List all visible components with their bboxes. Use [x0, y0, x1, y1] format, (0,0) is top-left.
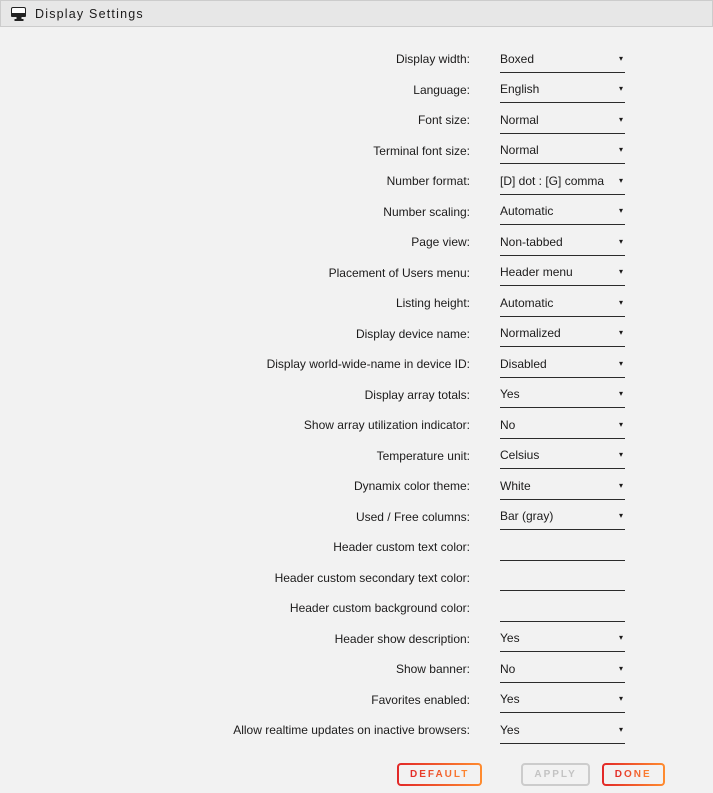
field-label: Dynamix color theme:	[353, 479, 470, 494]
form-row	[0, 78, 713, 109]
form-row	[0, 718, 713, 749]
select-value: Automatic	[500, 204, 554, 219]
select-dropdown[interactable]	[500, 326, 625, 347]
dropdown-arrow-icon: ▾	[618, 389, 623, 399]
dropdown-arrow-icon: ▾	[618, 633, 623, 643]
field-label: Display width:	[395, 52, 470, 67]
select-value: Non-tabbed	[500, 234, 563, 249]
form-row	[0, 169, 713, 200]
page-title: Display Settings	[35, 6, 144, 21]
field-label: Header custom background color:	[289, 601, 470, 616]
select-dropdown[interactable]	[500, 662, 625, 683]
select-value: Yes	[500, 722, 520, 737]
select-dropdown[interactable]	[500, 387, 625, 408]
select-value: Disabled	[500, 356, 547, 371]
apply-button-label: APPLY	[534, 768, 577, 780]
form-row	[0, 47, 713, 78]
select-dropdown[interactable]	[500, 296, 625, 317]
display-icon	[11, 6, 26, 21]
dropdown-arrow-icon: ▾	[618, 175, 623, 185]
field-label: Page view:	[411, 235, 470, 250]
field-label: Header show description:	[334, 631, 470, 646]
form-row	[0, 596, 713, 627]
text-input[interactable]	[500, 601, 625, 622]
text-input[interactable]	[500, 570, 625, 591]
form-row	[0, 230, 713, 261]
select-value: Normal	[500, 112, 539, 127]
form-row	[0, 261, 713, 292]
select-value: Bar (gray)	[500, 509, 554, 524]
default-button[interactable]	[397, 763, 482, 786]
settings-panel	[0, 47, 713, 786]
select-value: Yes	[500, 387, 520, 402]
field-label: Header custom text color:	[333, 540, 470, 555]
select-dropdown[interactable]	[500, 418, 625, 439]
select-value: White	[500, 478, 531, 493]
dropdown-arrow-icon: ▾	[618, 145, 623, 155]
select-value: Header menu	[500, 265, 573, 280]
dropdown-arrow-icon: ▾	[618, 480, 623, 490]
select-dropdown[interactable]	[500, 52, 625, 73]
select-value: No	[500, 661, 516, 676]
titlebar	[0, 0, 713, 27]
select-value: Boxed	[500, 51, 535, 66]
form-row	[0, 322, 713, 353]
field-label: Display world-wide-name in device ID:	[266, 357, 470, 372]
dropdown-arrow-icon: ▾	[618, 358, 623, 368]
button-bar	[397, 763, 713, 786]
dropdown-arrow-icon: ▾	[618, 267, 623, 277]
select-dropdown[interactable]	[500, 509, 625, 530]
text-input[interactable]	[500, 540, 625, 561]
dropdown-arrow-icon: ▾	[618, 419, 623, 429]
field-label: Display array totals:	[364, 387, 470, 402]
form-row	[0, 474, 713, 505]
form-row	[0, 291, 713, 322]
done-button-label: DONE	[614, 768, 652, 780]
field-label: Language:	[413, 82, 470, 97]
select-dropdown[interactable]	[500, 82, 625, 103]
select-dropdown[interactable]	[500, 143, 625, 164]
select-dropdown[interactable]	[500, 723, 625, 744]
dropdown-arrow-icon: ▾	[618, 84, 623, 94]
dropdown-arrow-icon: ▾	[618, 663, 623, 673]
field-label: Show banner:	[395, 662, 470, 677]
display-icon-screen	[11, 7, 26, 17]
display-icon-base	[14, 19, 23, 21]
field-label: Allow realtime updates on inactive browsers:	[233, 723, 470, 738]
select-dropdown[interactable]	[500, 631, 625, 652]
field-label: Listing height:	[395, 296, 470, 311]
dropdown-arrow-icon: ▾	[618, 328, 623, 338]
field-label: Header custom secondary text color:	[274, 570, 470, 585]
field-label: Number scaling:	[383, 204, 470, 219]
dropdown-arrow-icon: ▾	[618, 297, 623, 307]
field-label: Temperature unit:	[376, 448, 470, 463]
select-dropdown[interactable]	[500, 265, 625, 286]
field-label: Number format:	[386, 174, 470, 189]
dropdown-arrow-icon: ▾	[618, 53, 623, 63]
apply-button[interactable]	[521, 763, 589, 786]
dropdown-arrow-icon: ▾	[618, 114, 623, 124]
form-row	[0, 108, 713, 139]
field-label: Show array utilization indicator:	[303, 418, 470, 433]
field-label: Placement of Users menu:	[328, 265, 470, 280]
form-row	[0, 352, 713, 383]
form-row	[0, 505, 713, 536]
dropdown-arrow-icon: ▾	[618, 450, 623, 460]
dropdown-arrow-icon: ▾	[618, 206, 623, 216]
form-row	[0, 200, 713, 231]
select-value: Normalized	[500, 326, 561, 341]
select-dropdown[interactable]	[500, 448, 625, 469]
form-row	[0, 566, 713, 597]
select-value: Celsius	[500, 448, 540, 463]
select-dropdown[interactable]	[500, 235, 625, 256]
dropdown-arrow-icon: ▾	[618, 724, 623, 734]
select-dropdown[interactable]	[500, 479, 625, 500]
select-value: No	[500, 417, 516, 432]
form-row	[0, 657, 713, 688]
done-button[interactable]	[602, 763, 665, 786]
select-dropdown[interactable]	[500, 174, 625, 195]
select-value: Automatic	[500, 295, 554, 310]
field-label: Font size:	[417, 113, 470, 128]
form-row	[0, 627, 713, 658]
select-dropdown[interactable]	[500, 204, 625, 225]
select-value: Yes	[500, 631, 520, 646]
dropdown-arrow-icon: ▾	[618, 511, 623, 521]
dropdown-arrow-icon: ▾	[618, 694, 623, 704]
form-row	[0, 688, 713, 719]
form-row	[0, 535, 713, 566]
field-label: Favorites enabled:	[371, 692, 470, 707]
field-label: Terminal font size:	[373, 143, 470, 158]
form-row	[0, 383, 713, 414]
field-label: Display device name:	[355, 326, 470, 341]
form-row	[0, 444, 713, 475]
select-value: Normal	[500, 143, 539, 158]
form-row	[0, 413, 713, 444]
select-value: Yes	[500, 692, 520, 707]
dropdown-arrow-icon: ▾	[618, 236, 623, 246]
select-dropdown[interactable]	[500, 692, 625, 713]
select-dropdown[interactable]	[500, 357, 625, 378]
select-value: [D] dot : [G] comma	[500, 173, 605, 188]
select-value: English	[500, 82, 540, 97]
settings-form	[0, 47, 713, 749]
default-button-label: DEFAULT	[410, 768, 470, 780]
form-row	[0, 139, 713, 170]
select-dropdown[interactable]	[500, 113, 625, 134]
field-label: Used / Free columns:	[355, 509, 470, 524]
